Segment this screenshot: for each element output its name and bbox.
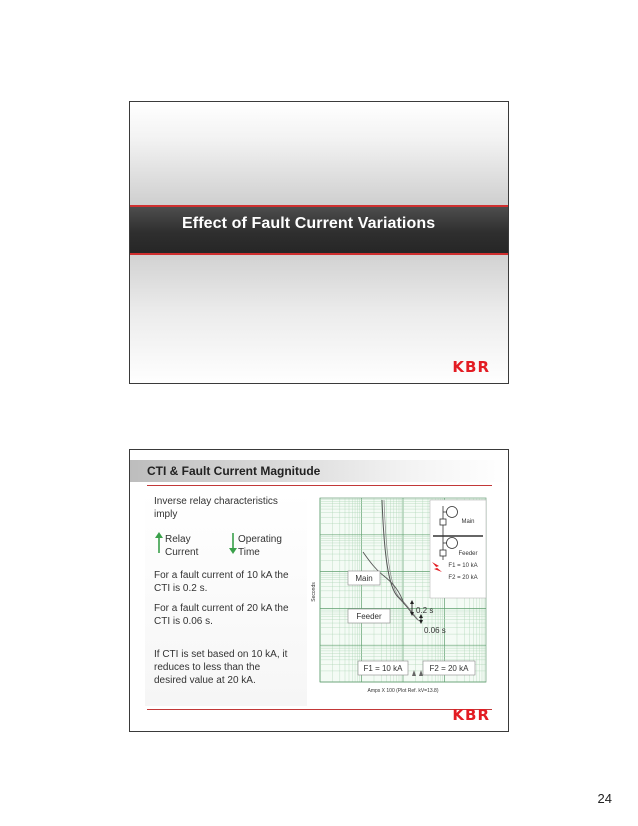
fault20-line-2: CTI is 0.06 s. (154, 616, 213, 627)
slide-title: Effect of Fault Current Variations (182, 215, 436, 232)
main-breaker-icon (440, 519, 446, 525)
cti-line-2: reduces to less than the (154, 662, 261, 673)
tcc-chart (308, 492, 494, 707)
content-slide (129, 449, 509, 732)
fault10-line-2: CTI is 0.2 s. (154, 583, 208, 594)
footer-divider (147, 709, 492, 710)
fault20-line-1: For a fault current of 20 kA the (154, 603, 289, 614)
cti-label-10ka: 0.2 s (416, 606, 434, 615)
y-axis-label: Seconds (311, 582, 317, 602)
kbr-logo: KBR (452, 706, 490, 724)
intro-line-1: Inverse relay characteristics (154, 496, 278, 507)
cti-line-1: If CTI is set based on 10 kA, it (154, 649, 288, 660)
cti-line-3: desired value at 20 kA. (154, 675, 256, 686)
kbr-logo: KBR (452, 358, 490, 376)
f2-label: F2 = 20 kA (429, 664, 469, 673)
diagram-f2-label: F2 = 20 kA (448, 575, 478, 581)
feeder-label: Feeder (356, 612, 382, 621)
page-number: 24 (597, 791, 612, 806)
main-label: Main (355, 574, 373, 583)
cti-label-20ka: 0.06 s (424, 626, 446, 635)
down-arrow-icon (229, 532, 237, 554)
intro-line-2: imply (154, 509, 178, 520)
operating-line-1: Operating (238, 534, 282, 545)
diagram-f1-label: F1 = 10 kA (448, 563, 478, 569)
diagram-main-label: Main (461, 519, 475, 525)
title-slide (129, 101, 509, 384)
slide-title: CTI & Fault Current Magnitude (147, 464, 321, 478)
fault10-line-1: For a fault current of 10 kA the (154, 570, 289, 581)
slide-bottom-gradient (130, 255, 508, 384)
header-divider (147, 485, 492, 486)
relay-line-1: Relay (165, 534, 191, 545)
f1-label: F1 = 10 kA (363, 664, 403, 673)
slide-top-gradient (130, 102, 508, 205)
diagram-inset (430, 500, 486, 598)
operating-line-2: Time (238, 547, 260, 558)
relay-line-2: Current (165, 547, 199, 558)
diagram-feeder-label: Feeder (458, 551, 478, 557)
up-arrow-icon (155, 532, 163, 554)
feeder-breaker-icon (440, 550, 446, 556)
x-axis-label: Amps X 100 (Plot Ref. kV=13.8) (367, 688, 439, 694)
